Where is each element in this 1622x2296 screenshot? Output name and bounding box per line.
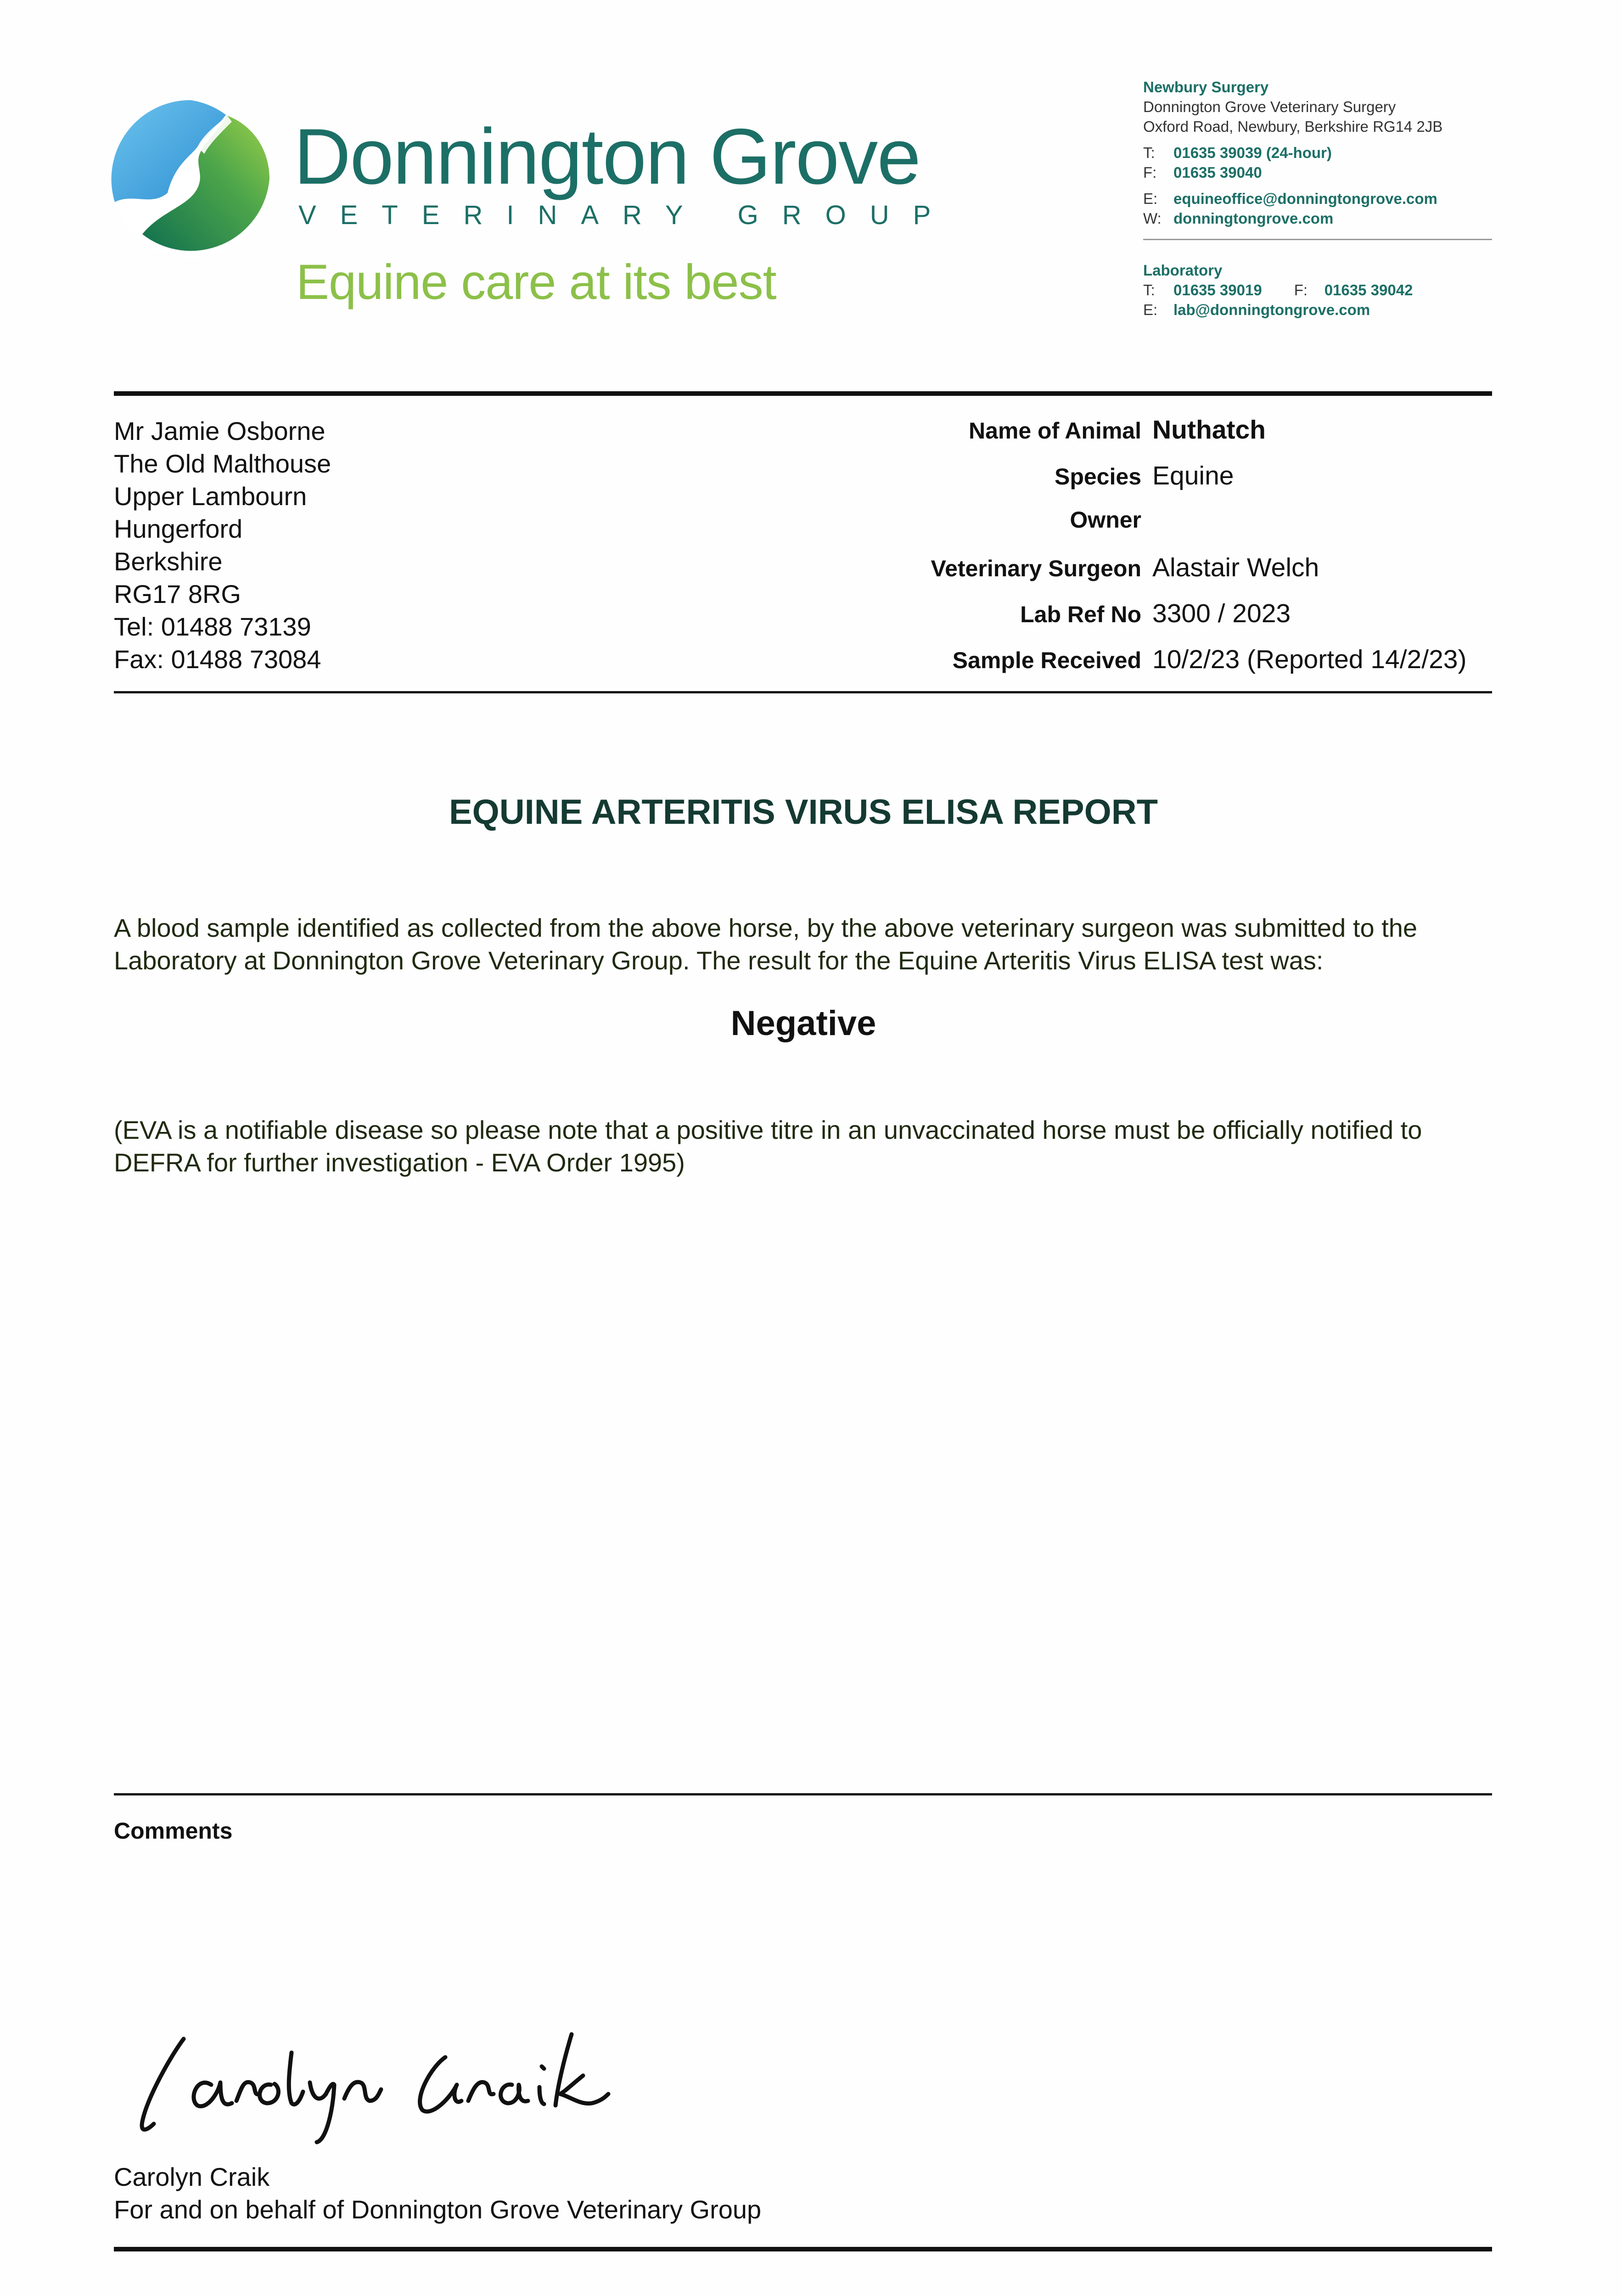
- recipient-address: [114, 415, 331, 675]
- brand-name: Donnington Grove: [294, 113, 920, 201]
- surgery-email-link[interactable]: equineoffice@donningtongrove.com: [1173, 190, 1437, 207]
- recipient-fax: Fax: 01488 73084: [114, 645, 321, 674]
- species-label: Species: [1054, 464, 1141, 490]
- lab-email-label: E:: [1143, 301, 1158, 318]
- species-value: Equine: [1152, 461, 1234, 490]
- contact-divider: [1143, 239, 1492, 240]
- surgery-heading: Newbury Surgery: [1143, 79, 1269, 96]
- recipient-name: Mr Jamie Osborne: [114, 416, 326, 445]
- lab-ref-label: Lab Ref No: [1020, 602, 1141, 627]
- brand-subtitle: VETERINARY GROUP: [298, 200, 955, 230]
- address-line: Upper Lambourn: [114, 482, 307, 511]
- address-line: Berkshire: [114, 547, 223, 576]
- tel-label: T:: [1143, 144, 1155, 161]
- lab-ref-value: 3300 / 2023: [1152, 599, 1291, 628]
- lab-tel-label: T:: [1143, 281, 1155, 298]
- vet-value: Alastair Welch: [1152, 553, 1319, 582]
- notifiable-note: (EVA is a notifiable disease so please note that a positive titre in an unvaccinated horse must be officially notified to DEFRA for further investigation - EVA Order 1995): [114, 1115, 1422, 1177]
- comments-top-rule: [114, 1793, 1492, 1795]
- surgery-line1: Donnington Grove Veterinary Surgery: [1143, 98, 1396, 115]
- details-bottom-rule: [114, 691, 1492, 693]
- address-postcode: RG17 8RG: [114, 580, 241, 608]
- lab-email-link[interactable]: lab@donningtongrove.com: [1173, 301, 1370, 318]
- laboratory-heading: Laboratory: [1143, 262, 1223, 279]
- signatory-name: Carolyn Craik: [114, 2162, 270, 2191]
- owner-label: Owner: [1070, 507, 1141, 533]
- surgery-line2: Oxford Road, Newbury, Berkshire RG14 2JB: [1143, 118, 1443, 135]
- comments-label: Comments: [114, 1818, 233, 1844]
- brand-tagline: Equine care at its best: [296, 254, 776, 310]
- report-title: EQUINE ARTERITIS VIRUS ELISA REPORT: [449, 793, 1158, 832]
- horse-head-logo-icon: [106, 96, 271, 262]
- surgery-fax: 01635 39040: [1173, 164, 1262, 181]
- sample-received-label: Sample Received: [952, 647, 1141, 673]
- header-top-rule: [114, 391, 1492, 396]
- signature: [129, 2007, 725, 2144]
- animal-name-label: Name of Animal: [968, 418, 1141, 444]
- sample-received-value: 10/2/23 (Reported 14/2/23): [1152, 645, 1467, 674]
- email-label: E:: [1143, 190, 1158, 207]
- recipient-tel: Tel: 01488 73139: [114, 612, 311, 641]
- website-link[interactable]: donningtongrove.com: [1173, 210, 1334, 227]
- animal-details: [780, 415, 1497, 690]
- surgery-tel: 01635 39039 (24-hour): [1173, 144, 1332, 161]
- animal-name-value: Nuthatch: [1152, 415, 1266, 445]
- footer-rule: [114, 2247, 1492, 2251]
- test-result: Negative: [730, 1004, 876, 1043]
- signatory: [114, 2161, 761, 2226]
- address-line: The Old Malthouse: [114, 449, 331, 478]
- lab-fax: 01635 39042: [1324, 281, 1413, 298]
- signatory-on-behalf: For and on behalf of Donnington Grove Veterinary Group: [114, 2195, 762, 2224]
- lab-tel: 01635 39019: [1173, 281, 1262, 298]
- address-line: Hungerford: [114, 514, 243, 543]
- contact-block: [1143, 77, 1501, 320]
- report-paragraph: A blood sample identified as collected from the above horse, by the above veterinary surgeon was submitted to the Laboratory at Donnington Grove Veterinary Group. The result for the Equine Arteritis Virus ELISA test was:: [114, 913, 1417, 975]
- web-label: W:: [1143, 210, 1162, 227]
- vet-label: Veterinary Surgeon: [931, 556, 1141, 581]
- lab-fax-label: F:: [1294, 281, 1308, 298]
- fax-label: F:: [1143, 164, 1157, 181]
